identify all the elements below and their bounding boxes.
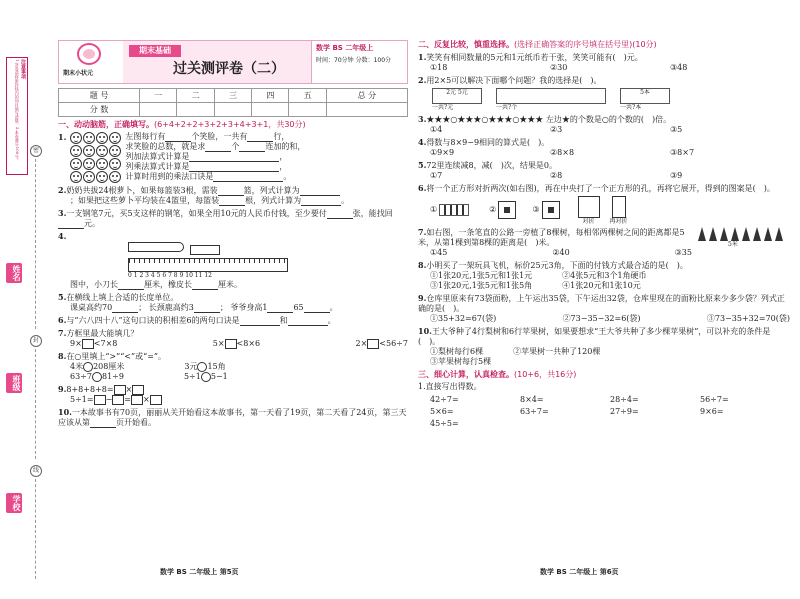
text: 左图每行有: [125, 132, 166, 141]
text: 王大爷种了4行梨树和6行苹果树，如果要想求“王大爷共种了多少棵苹果树”，可以补充的条件是(: [418, 327, 771, 346]
choice-2: [418, 75, 790, 112]
question-number: 1.: [58, 132, 67, 142]
school-label: 学校: [6, 493, 22, 513]
tree-row: [698, 227, 790, 241]
calc-item[interactable]: 28÷4=: [610, 395, 639, 404]
calc-item[interactable]: 63÷7=: [520, 407, 549, 416]
binding-sidebar: [0, 55, 48, 595]
answer-blank[interactable]: [267, 305, 293, 313]
answer-blank[interactable]: [301, 198, 341, 206]
text: 5÷1: [183, 371, 201, 381]
text: 与“六八四十八”这句口诀的积相差6的两句口诀是: [66, 315, 240, 325]
text: ★★★○★★★○★★★○★★★ 左边★的个数是○的个数的(: [426, 114, 644, 124]
option[interactable]: ①梨树每行6棵: [430, 347, 484, 356]
text: 5÷1=: [70, 394, 94, 404]
answer-blank[interactable]: [194, 305, 220, 313]
option-figure: [439, 204, 469, 216]
class-label: 班级: [6, 373, 22, 393]
text: <7×8: [93, 338, 118, 348]
choice-6: [418, 183, 790, 226]
text: )米。: [535, 238, 555, 247]
tree-icon: [775, 227, 783, 241]
smiley-icon: [109, 145, 121, 157]
question-number: 2.: [418, 75, 427, 85]
text: 爷爷身高1: [230, 302, 268, 312]
question-number: 7.: [418, 227, 427, 237]
compare-circle[interactable]: [92, 372, 102, 382]
score-input-cell[interactable]: [289, 103, 326, 117]
smiley-icon: [96, 132, 108, 144]
calc-item[interactable]: 9×6=: [700, 407, 724, 416]
answer-box[interactable]: [112, 395, 124, 405]
option[interactable]: ③35: [674, 248, 692, 257]
answer-box[interactable]: [150, 395, 162, 405]
title-area: [123, 41, 311, 83]
book-picture: [620, 88, 670, 104]
question-number: 4.: [418, 136, 427, 147]
text: )次，结果是0。: [500, 160, 557, 170]
logo-icon: [77, 43, 101, 65]
page-footer-right: 数学 BS 二年级上 第6页: [540, 568, 619, 576]
text: 个: [231, 142, 240, 151]
section-title: [58, 120, 408, 130]
text: 65: [293, 302, 304, 312]
question-number: 8.: [418, 260, 427, 270]
text: 。: [329, 302, 338, 312]
picture-caption: 一共?元: [432, 104, 454, 111]
text: 奶奶共拔24根萝卜，如果每篮装3根，需装: [66, 186, 218, 195]
text: 。: [327, 315, 336, 325]
grade: 二年级上: [345, 44, 374, 52]
table-row: [59, 103, 408, 117]
table-cell: 分 数: [59, 103, 140, 117]
tree-icon: [764, 227, 772, 241]
text: 5−1: [210, 371, 228, 381]
option[interactable]: ①45: [430, 248, 448, 257]
option[interactable]: ②73−35−32=6(袋): [562, 314, 641, 323]
text: 课桌高约70: [70, 302, 113, 312]
answer-blank[interactable]: [58, 221, 84, 229]
question-number: 7.: [58, 327, 67, 338]
smiley-icon: [96, 171, 108, 183]
brand-area: [59, 41, 123, 83]
answer-blank[interactable]: [219, 198, 245, 206]
money-picture: [432, 88, 482, 104]
answer-blank[interactable]: [300, 188, 340, 196]
option[interactable]: ②4张5元和3个1角硬币: [562, 271, 647, 280]
tree-icon: [698, 227, 706, 241]
text: 5元: [457, 89, 468, 96]
text: )倍。: [651, 114, 672, 124]
table-cell: 一: [140, 89, 177, 103]
question-number: 9.: [58, 383, 67, 394]
compare-circle[interactable]: [201, 372, 211, 382]
choice-4: [418, 137, 790, 158]
text: ；: [138, 302, 147, 312]
option[interactable]: ③9: [670, 170, 683, 180]
section-points: (6+4+2+2+3+2+3+4+3+1，共30分): [154, 120, 306, 129]
paper-folded: [612, 196, 626, 218]
answer-box[interactable]: [367, 339, 379, 349]
option-pictures: [418, 88, 790, 112]
answer-blank[interactable]: [213, 174, 283, 182]
answer-box[interactable]: [114, 385, 126, 395]
choice-3: [418, 114, 790, 135]
question-text: 1.直接写出得数。: [418, 382, 482, 391]
seal-mark: 密: [30, 145, 42, 157]
answer-blank[interactable]: [218, 188, 244, 196]
text: 5本: [640, 89, 650, 96]
brand-name: 期末小状元: [63, 70, 94, 77]
table-cell: 题 号: [59, 89, 140, 103]
choice-5: [418, 160, 790, 181]
smiley-icon: [70, 145, 82, 157]
calc-grid: [418, 394, 790, 430]
calc-question: [418, 382, 790, 430]
section-heading: 三、细心计算，认真检查。: [418, 370, 514, 379]
score-table: [58, 88, 408, 117]
option[interactable]: ②苹果树一共种了120棵: [513, 347, 601, 356]
option[interactable]: ①18: [430, 63, 448, 72]
smiley-icon: [70, 132, 82, 144]
text: 。: [341, 196, 350, 205]
text: )。: [676, 261, 688, 270]
question-number: 3.: [418, 113, 427, 124]
text: 厘米。: [218, 279, 242, 289]
edition: BS: [332, 44, 343, 52]
text: 图中，小刀长: [70, 279, 118, 289]
exam-header: [58, 40, 408, 84]
option-figure: [498, 201, 516, 219]
text: 一本故事书有70页，丽丽从关开始看这本故事书，第一天看了19页，第二天看了24页，第三天应该从第: [58, 407, 407, 427]
smiley-icon: [109, 158, 121, 170]
seal-line: [35, 349, 36, 459]
text: )。: [590, 76, 602, 85]
score-input-cell[interactable]: [140, 103, 177, 117]
choice-8: [418, 260, 790, 291]
fold-label: 再对折: [609, 217, 628, 225]
text: 厘米，橡皮长: [144, 279, 192, 289]
text: 笑笑有相同数量的5元和1元纸币若干张，笑笑可能有(: [426, 53, 616, 62]
smiley-icon: [83, 132, 95, 144]
compare-circle[interactable]: [197, 362, 207, 372]
text: 用2×5可以解决下面哪个问题？我的选择是(: [426, 76, 583, 85]
text: 4米: [70, 361, 84, 371]
smiley-icon: [70, 171, 82, 183]
total-score: 分数：100分: [355, 56, 392, 64]
option[interactable]: ②3: [550, 124, 563, 134]
text: )。: [429, 337, 441, 346]
text: 208厘米: [93, 361, 125, 371]
text: 2元: [446, 89, 457, 96]
fold-label: 对折: [582, 217, 595, 225]
question-8: [58, 351, 408, 382]
text: 计算时用到的乘法口诀是: [125, 172, 214, 181]
scissors-picture: [496, 88, 606, 104]
option[interactable]: ②40: [552, 248, 570, 257]
option[interactable]: ②8×8: [550, 147, 575, 157]
subject: 数学: [316, 44, 330, 52]
text: <8×6: [236, 338, 261, 348]
seal-line: [35, 479, 36, 579]
smiley-icon: [96, 158, 108, 170]
text: 将一个正方形对折两次(如右图)，再在中央打了一个正方形的孔，再将它展开，得到的图案是(: [426, 183, 756, 193]
section-points: (10+6，共16分): [514, 370, 577, 379]
question-5: [58, 292, 408, 313]
text: 元。: [84, 219, 100, 228]
option[interactable]: ②8: [550, 170, 563, 180]
calc-item[interactable]: 8×4=: [520, 395, 544, 404]
text: 81÷9: [101, 371, 124, 381]
notice-text: 1.答卷前将密封线内的项目填写清楚。2.本卷满分100分。: [14, 59, 20, 163]
score-input-cell[interactable]: [252, 103, 289, 117]
calc-item[interactable]: 45÷5=: [430, 419, 459, 428]
text: 行，: [273, 132, 290, 141]
seal-mark: 线: [30, 465, 42, 477]
text: 方框里最大能填几？: [66, 328, 139, 338]
table-cell: 四: [252, 89, 289, 103]
answer-blank[interactable]: [112, 305, 138, 313]
option[interactable]: ③5: [670, 124, 683, 134]
calc-item[interactable]: 42÷7=: [430, 395, 459, 404]
choice-9: [418, 293, 790, 324]
question-number: 2.: [58, 185, 67, 195]
text: 72里连续减8，减(: [426, 160, 493, 170]
text: 小明买了一架玩具飞机，标价25元3角，下面的付钱方式最合适的是(: [426, 261, 669, 270]
score-input-cell[interactable]: [326, 103, 407, 117]
notice-box: [6, 57, 28, 175]
ruler-numbers: 0 1 2 3 4 5 6 7 8 9 10 11 12: [128, 272, 212, 279]
calc-item[interactable]: 56÷7=: [700, 395, 729, 404]
option[interactable]: ②: [489, 205, 497, 215]
option[interactable]: ④1张20元和1张10元: [562, 281, 641, 290]
tree-icon: [709, 227, 717, 241]
fold-figures: [418, 196, 790, 226]
question-number: 1.: [418, 52, 427, 62]
question-2: [58, 185, 408, 206]
answer-box[interactable]: [225, 339, 237, 349]
option[interactable]: ②30: [550, 63, 568, 72]
question-number: 10.: [58, 406, 72, 417]
text: 如右图，一条笔直的公路一旁植了8棵树，每相邻两棵树之间的距离都是5米，从第1棵到第8棵的距离是(: [418, 228, 685, 247]
eraser-icon: [190, 245, 220, 255]
question-number: 6.: [58, 314, 67, 325]
option[interactable]: ③1张20元,1张5元和1张5角: [430, 281, 533, 290]
text: 仓库里原来有73袋面粉，上午运出35袋，下午运出32袋，仓库里现在的面粉比原来少多少袋？列式正确的是(: [418, 294, 785, 313]
question-number: 5.: [418, 159, 427, 170]
text: 个笑脸，一共有: [191, 132, 248, 141]
page-footer-left: 数学 BS 二年级上 第5页: [160, 568, 239, 576]
text: <56÷7: [379, 338, 408, 348]
table-cell: 二: [177, 89, 214, 103]
tree-icon: [731, 227, 739, 241]
table-row: [59, 89, 408, 103]
section-heading: 二、反复比较，慎重选择。: [418, 40, 514, 49]
score-input-cell[interactable]: [214, 103, 251, 117]
text: 和: [279, 315, 288, 325]
exam-meta: [311, 41, 407, 83]
question-number: 5.: [58, 291, 67, 302]
text: 张，能找回: [352, 209, 393, 218]
section-points: (选择正确答案的序号填在括号里)(10分): [514, 40, 657, 49]
text: )。: [763, 183, 775, 193]
picture-caption: 一共?个: [496, 104, 518, 111]
smiley-icon: [96, 145, 108, 157]
series-tag: 期末基础: [129, 45, 181, 57]
text: 得数与8×9−9相同的算式是(: [426, 137, 531, 147]
question-number: 6.: [418, 182, 427, 193]
smiley-icon: [83, 171, 95, 183]
option-figure: [542, 201, 560, 219]
question-9: 9.8+8+8+8= × 5÷1= − = ×: [58, 384, 408, 405]
page-left: [58, 40, 408, 428]
answer-box[interactable]: [82, 339, 94, 349]
seal-mark: 封: [30, 335, 42, 347]
answer-box[interactable]: [131, 395, 143, 405]
compare-circle[interactable]: [83, 362, 93, 372]
option[interactable]: ①9×9: [430, 147, 455, 157]
answer-blank[interactable]: [288, 318, 328, 326]
tree-figure: [698, 227, 790, 258]
question-7: [58, 328, 408, 349]
option[interactable]: ③8×7: [670, 147, 695, 157]
question-number: 8.: [58, 350, 67, 361]
option[interactable]: ①35+32=67(袋): [430, 314, 497, 323]
answer-blank[interactable]: [90, 420, 116, 428]
text: 页开始看。: [116, 417, 156, 427]
seal-line: [35, 159, 36, 329]
question-1: [58, 132, 408, 183]
table-cell: 三: [214, 89, 251, 103]
text: )。: [538, 137, 550, 147]
text: ；如果把这些萝卜平均装在4篮里，每篮装: [70, 196, 220, 205]
tree-icon: [742, 227, 750, 241]
smiley-icon: [83, 158, 95, 170]
option[interactable]: ③苹果树每行5棵: [430, 357, 492, 366]
text: 连加的和，: [265, 142, 306, 151]
answer-blank[interactable]: [165, 134, 191, 142]
option[interactable]: ①7: [430, 170, 443, 180]
text: 长颈鹿高约3: [148, 302, 194, 312]
text: 。: [283, 172, 292, 181]
tree-icon: [720, 227, 728, 241]
text: )。: [453, 304, 465, 313]
answer-blank[interactable]: [189, 154, 279, 162]
distance-label: 5米: [728, 241, 738, 248]
page-right: [418, 37, 790, 430]
text: 在横线上填上合适的长度单位。: [66, 292, 179, 302]
smiley-grid: [70, 132, 121, 183]
ruler-icon: [128, 258, 288, 272]
answer-blank[interactable]: [192, 282, 218, 290]
text: ，: [279, 162, 288, 171]
text: 一支钢笔7元，买5支这样的钢笔，如果全用10元的人民币付钱，至少要付: [66, 209, 327, 218]
text: 15角: [207, 361, 226, 371]
smiley-icon: [83, 145, 95, 157]
choice-10: [418, 326, 790, 367]
smiley-icon: [109, 171, 121, 183]
exam-title: 过关测评卷（二）: [173, 61, 285, 77]
text: )元。: [623, 53, 643, 62]
answer-blank[interactable]: [304, 305, 330, 313]
question-number: 9.: [418, 293, 427, 303]
option[interactable]: ③48: [670, 63, 688, 72]
text: ，: [279, 152, 288, 161]
table-cell: 五: [289, 89, 326, 103]
answer-blank[interactable]: [247, 134, 273, 142]
text: ；: [219, 302, 228, 312]
text: 求笑脸的总数，就是求: [125, 142, 206, 151]
table-cell: 总 分: [326, 89, 407, 103]
text: 8+8+8+8=: [66, 384, 114, 394]
calc-item[interactable]: 27÷9=: [610, 407, 639, 416]
calc-item[interactable]: 5×6=: [430, 407, 454, 416]
option[interactable]: ③73−35+32=70(袋): [706, 314, 790, 323]
text: 63÷7: [70, 371, 92, 381]
answer-box[interactable]: [132, 385, 144, 395]
answer-box[interactable]: [94, 395, 106, 405]
option[interactable]: ③: [532, 205, 540, 215]
tree-icon: [753, 227, 761, 241]
text: 9×: [70, 338, 82, 348]
section-title: [418, 370, 790, 380]
text: 2×: [355, 338, 368, 348]
smiley-icon: [109, 132, 121, 144]
text: 3元: [184, 361, 198, 371]
text: 5×: [212, 338, 225, 348]
question-10: [58, 407, 408, 428]
section-title: [418, 40, 790, 50]
picture-caption: 一共?本: [620, 104, 642, 111]
choice-7: [418, 227, 790, 258]
question-3: [58, 208, 408, 229]
question-text: [125, 132, 305, 183]
ruler-figure: [58, 242, 408, 280]
smiley-icon: [70, 158, 82, 170]
paper-square: [578, 196, 600, 218]
question-number: 10.: [418, 326, 432, 336]
text: 根，列式计算为: [245, 196, 302, 205]
question-number: 3.: [58, 208, 67, 218]
notice-title: 注意事项: [20, 59, 26, 79]
option[interactable]: ①1张20元,1张5元和1张1元: [430, 271, 533, 280]
option[interactable]: ①: [430, 205, 438, 215]
text: 列加法算式计算是: [125, 152, 190, 161]
answer-blank[interactable]: [240, 318, 280, 326]
answer-blank[interactable]: [205, 144, 231, 152]
score-input-cell[interactable]: [177, 103, 214, 117]
section-heading: 一、动动脑筋，正确填写。: [58, 120, 154, 129]
answer-blank[interactable]: [239, 144, 265, 152]
answer-blank[interactable]: [189, 164, 279, 172]
question-6: [58, 315, 408, 326]
question-number: 4.: [58, 231, 67, 241]
answer-blank[interactable]: [327, 211, 353, 219]
name-label: 姓名: [6, 263, 22, 283]
text: 在○里填上“>”“<”或“=”。: [66, 351, 166, 361]
text: 列乘法算式计算是: [125, 162, 190, 171]
choice-1: [418, 52, 790, 73]
time-limit: 时间：70分钟: [316, 56, 354, 64]
option[interactable]: ①4: [430, 124, 443, 134]
text: 篮，列式计算为: [243, 186, 300, 195]
answer-blank[interactable]: [118, 282, 144, 290]
text: ×: [125, 384, 133, 394]
question-4: [58, 231, 408, 290]
knife-icon: [128, 242, 184, 252]
